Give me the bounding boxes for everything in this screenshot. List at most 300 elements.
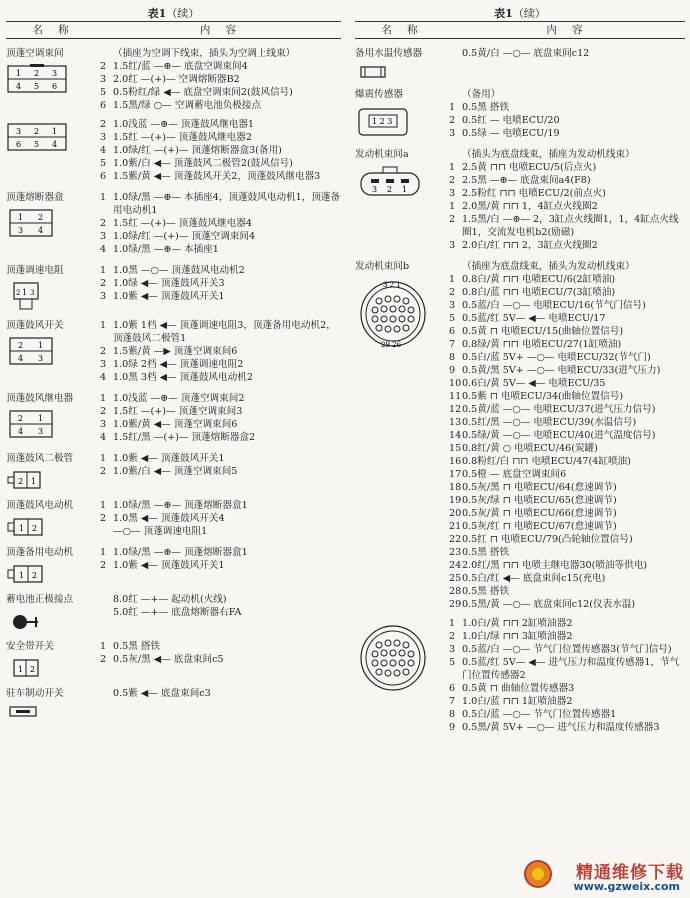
pin-line: [100, 525, 341, 538]
svg-text:3 2 1: 3 2 1: [383, 281, 401, 289]
connector-diagram-icon: [6, 336, 100, 366]
pin-description: 0.5黑 搭铁: [462, 586, 510, 597]
pin-line: [449, 585, 685, 598]
pin-description: 1.5红 —(+)— 顶蓬空调束间3: [113, 406, 243, 417]
pin-line: [449, 572, 685, 585]
pin-description: 0.8绿/黄 ⊓⊓ 电喷ECU/27(1缸喷油): [462, 339, 622, 350]
pin-description: 0.6白/黄 5V— ◀— 电喷ECU/35: [462, 378, 606, 389]
connector-diagram-icon: [6, 704, 100, 718]
pin-description: 0.5橙 — 底盘空调束间6: [462, 469, 567, 480]
pin-number: 1: [100, 500, 107, 511]
pin-description: 0.5黄/蓝 —○— 电喷ECU/37(进气压力信号): [462, 404, 656, 415]
pin-description: 1.0绿/红 —(+)— 顶蓬空调束间4: [113, 231, 256, 242]
pin-line: [449, 88, 685, 101]
pin-line: [449, 721, 685, 734]
pin-number: 1: [449, 162, 456, 173]
pin-number: 6: [449, 326, 456, 337]
table-row: [6, 640, 341, 679]
pin-number: 23: [449, 547, 462, 558]
svg-text:1: 1: [19, 571, 25, 580]
pin-description: 1.0白/蓝 ⊓⊓ 1缸喷油器2: [462, 696, 573, 707]
pin-line: [449, 481, 685, 494]
pin-number: 6: [100, 100, 107, 111]
pin-number: 1: [449, 274, 456, 285]
component-name-cell: [355, 148, 449, 252]
pin-line: [449, 239, 685, 252]
pin-description: 1.0绿/红 —(+)— 顶蓬熔断器盒3(备用): [113, 145, 282, 156]
connector-diagram-icon: [6, 208, 100, 238]
connector-diagram-icon: [355, 621, 449, 695]
pin-description: 0.5黄/白 —○— 底盘束间c12: [462, 48, 590, 59]
pin-line: [100, 60, 341, 73]
svg-text:1 2 3: 1 2 3: [372, 117, 393, 126]
pin-line: [449, 682, 685, 695]
table-header: [355, 21, 685, 39]
pin-list: [100, 687, 341, 718]
pin-line: [449, 416, 685, 429]
pin-line: [449, 161, 685, 174]
svg-text:3: 3: [372, 185, 378, 194]
connector-diagram-icon: [6, 281, 100, 311]
pin-number: 9: [449, 722, 456, 733]
pin-number: 5: [100, 87, 107, 98]
component-name-cell: [6, 392, 100, 444]
svg-text:1: 1: [22, 288, 28, 297]
component-name-cell: [6, 687, 100, 718]
pin-description: 1.5黑/白 —⊕— 2，3缸点火线圈1，1，4缸点火线圈1，交流发电机b2(励磁): [462, 214, 679, 238]
pin-number: [100, 687, 113, 700]
pin-description: 0.5灰/绿 ⊓ 电喷ECU/65(怠速调节): [462, 495, 617, 506]
pin-description: 1.5红/蓝 —⊕— 底盘空调束间4: [113, 61, 248, 72]
pin-number: 2: [449, 115, 456, 126]
pin-description: 1.0紫 ◀— 顶蓬鼓风开关1: [113, 560, 225, 571]
component-name: 爆震传感器: [355, 89, 403, 100]
header-content: 内 容: [199, 24, 243, 36]
pin-number: 1: [100, 320, 107, 331]
pin-description: 0.5红 ⊓ 电喷ECU/79(凸轮轴位置信号): [462, 534, 633, 545]
pin-description: 0.5黑/黄 5V+ —○— 进气压力和温度传感器3: [462, 722, 660, 733]
pin-description: 1.0浅蓝 —⊕— 顶蓬鼓风继电器1: [113, 119, 255, 130]
pin-line: [449, 695, 685, 708]
component-name: 顶蓬鼓风电动机: [6, 500, 74, 511]
pin-line: [100, 345, 341, 358]
pin-description: 1.5黑/绿 ○— 空调蓄电池负极接点: [113, 100, 262, 111]
svg-text:6: 6: [16, 140, 22, 149]
component-name-cell: [6, 499, 100, 538]
component-name: 顶蓬鼓风二极管: [6, 453, 74, 464]
pin-number: 2: [100, 61, 107, 72]
pin-number: 9: [449, 365, 456, 376]
left-table: [6, 6, 341, 718]
pin-number: 2: [100, 406, 107, 417]
component-name-cell: [355, 88, 449, 140]
table-row: [6, 499, 341, 538]
component-name: 发动机束间b: [355, 261, 410, 272]
component-name-cell: [6, 264, 100, 311]
pin-list: [100, 118, 341, 183]
pin-description: 1.0黑 —○— 顶蓬鼓风电动机2: [113, 265, 245, 276]
connector-diagram-icon: [6, 64, 100, 94]
table-caption: 表1（续）: [147, 7, 200, 20]
table-row: [6, 191, 341, 256]
pin-list: [100, 593, 341, 632]
connector-diagram-icon: [6, 469, 100, 491]
component-name: 顶蓬鼓风开关: [6, 320, 64, 331]
pin-line: [449, 546, 685, 559]
pin-line: [449, 617, 685, 630]
pin-number: 1: [100, 192, 107, 203]
pin-number: 2: [449, 214, 456, 225]
pin-line: [100, 86, 341, 99]
pin-number: [100, 593, 113, 606]
pin-description: 0.5灰/黑 ⊓ 电喷ECU/64(怠速调节): [462, 482, 617, 493]
pin-line: [449, 338, 685, 351]
pin-description: 0.5黑 搭铁: [462, 102, 510, 113]
pin-description: 1.0绿/黑 —⊕— 本插座4，顶蓬鼓风电动机1，顶蓬备用电动机1: [113, 192, 341, 216]
pin-line: [100, 73, 341, 86]
pin-line: [449, 559, 685, 572]
component-name-cell: [6, 191, 100, 256]
connector-diagram-icon: [6, 122, 100, 152]
pin-number: 5: [449, 313, 456, 324]
pin-number: [449, 88, 462, 101]
watermark: [524, 858, 684, 896]
pin-line: [449, 127, 685, 140]
pin-line: [100, 606, 341, 619]
header-name: 名 称: [381, 24, 424, 36]
pin-line: [449, 390, 685, 403]
svg-text:2: 2: [32, 571, 38, 580]
pin-list: [449, 260, 685, 611]
pin-number: 2: [100, 346, 107, 357]
pin-line: [100, 99, 341, 112]
pin-number: 3: [100, 132, 107, 143]
pin-description: （插座为底盘线束，插头为发动机线束）: [462, 261, 635, 272]
pin-line: [100, 418, 341, 431]
pin-description: 1.5红 —(+)— 顶蓬鼓风继电器2: [113, 132, 252, 143]
pin-number: 15: [449, 443, 462, 454]
table-row: [6, 546, 341, 585]
pin-line: [449, 213, 685, 239]
component-name-cell: [6, 452, 100, 491]
pin-list: [449, 88, 685, 140]
pin-line: [100, 358, 341, 371]
pin-list: [100, 191, 341, 256]
connector-diagram-icon: [6, 516, 100, 538]
pin-number: 19: [449, 495, 462, 506]
pin-line: [100, 157, 341, 170]
pin-number: 21: [449, 521, 462, 532]
table-row: [6, 392, 341, 444]
pin-number: 3: [100, 291, 107, 302]
component-name: 安全带开关: [6, 641, 54, 652]
pin-description: —○— 顶蓬调速电阻1: [113, 526, 208, 537]
svg-text:6: 6: [52, 82, 58, 91]
pin-number: 4: [100, 372, 107, 383]
pin-description: 0.5黑 搭铁: [462, 547, 510, 558]
pin-number: 18: [449, 482, 462, 493]
pin-description: 8.0红 —+— 起动机(火线): [113, 594, 227, 605]
connector-diagram-icon: [6, 563, 100, 585]
pin-description: 1.0白/绿 ⊓⊓ 3缸喷油器2: [462, 631, 573, 642]
pin-number: 3: [100, 359, 107, 370]
pin-line: [100, 144, 341, 157]
pin-number: 7: [449, 339, 456, 350]
pin-description: 0.5黄 ⊓ 曲轴位置传感器3: [462, 683, 575, 694]
connector-diagram-icon: [355, 277, 449, 351]
pin-description: 2.5粉红 ⊓⊓ 电喷ECU/2(前点火): [462, 188, 606, 199]
pin-line: [100, 217, 341, 230]
pin-line: [100, 499, 341, 512]
connector-diagram-icon: [6, 657, 100, 679]
component-name: 备用水温传感器: [355, 48, 423, 59]
pin-number: 1: [100, 547, 107, 558]
pin-number: 29: [449, 599, 462, 610]
pin-description: 2.0白/红 ⊓⊓ 2，3缸点火线圈2: [462, 240, 598, 251]
pin-description: 1.0绿/黑 —⊕— 本插座1: [113, 244, 219, 255]
pin-list: [100, 499, 341, 538]
pin-description: 2.5黑 —⊕— 底盘束间a4(F8): [462, 175, 591, 186]
table-row: [6, 118, 341, 183]
pin-number: 3: [100, 231, 107, 242]
connector-diagram-icon: [355, 64, 449, 80]
component-name-cell: [355, 260, 449, 611]
component-name: 顶蓬鼓风继电器: [6, 393, 74, 404]
pin-description: 0.8白/蓝 ⊓⊓ 电喷ECU/7(3缸喷油): [462, 287, 616, 298]
pin-number: 2: [100, 119, 107, 130]
table-body: [6, 47, 341, 718]
pin-description: 0.5蓝/红 5V— ◀— 进气压力和温度传感器1，节气门位置传感器2: [462, 657, 680, 681]
pin-line: [449, 708, 685, 721]
pin-number: 2: [449, 175, 456, 186]
pin-number: 2: [100, 278, 107, 289]
pin-number: 1: [449, 201, 456, 212]
component-name: 顶蓬调速电阻: [6, 265, 64, 276]
pin-number: 4: [100, 432, 107, 443]
table-row: [6, 319, 341, 384]
pin-line: [100, 687, 341, 700]
pin-description: 1.5紫/黄 ◀— 顶蓬鼓风开关2，顶蓬鼓风继电器3: [113, 171, 321, 182]
pin-description: 1.0紫 1档 ◀— 顶蓬调速电阻3，顶蓬备用电动机2，顶蓬鼓风二极管1: [113, 320, 336, 344]
svg-text:1: 1: [19, 524, 25, 533]
pin-line: [449, 187, 685, 200]
pin-number: 7: [449, 696, 456, 707]
pin-line: [449, 200, 685, 213]
connector-diagram-icon: [355, 105, 449, 139]
pin-number: 3: [100, 74, 107, 85]
pin-line: [449, 455, 685, 468]
pin-description: 2.0红 —(+)— 空调熔断器B2: [113, 74, 240, 85]
pin-line: [449, 299, 685, 312]
pin-number: 8: [449, 352, 456, 363]
table-row: [355, 47, 685, 80]
component-name: 蓄电池正极接点: [6, 594, 74, 605]
pin-description: （插座为空调下线束，插头为空调上线束）: [113, 48, 296, 59]
pin-description: 0.5白/蓝 —○— 节气门位置传感器1: [462, 709, 617, 720]
pin-description: 0.8红/黄 ○ 电喷ECU/46(炭罐): [462, 443, 598, 454]
pin-number: 5: [449, 657, 456, 668]
svg-text:1: 1: [16, 69, 22, 78]
pin-line: [449, 643, 685, 656]
pin-line: [449, 273, 685, 286]
pin-number: [449, 260, 462, 273]
pin-line: [100, 640, 341, 653]
pin-list: [100, 319, 341, 384]
component-name: 顶蓬备用电动机: [6, 547, 74, 558]
pin-description: （备用）: [462, 89, 501, 100]
pin-line: [100, 47, 341, 60]
component-name-cell: [6, 319, 100, 384]
svg-text:2: 2: [18, 341, 24, 350]
pin-number: 4: [100, 244, 107, 255]
table-caption: 表1（续）: [494, 7, 546, 20]
pin-description: 2.0黑/黄 ⊓⊓ 1，4缸点火线圈2: [462, 201, 598, 212]
pin-line: [449, 429, 685, 442]
pin-description: 1.0绿 2档 ◀— 顶蓬调速电阻2: [113, 359, 244, 370]
pin-number: 3: [449, 128, 456, 139]
svg-text:5: 5: [34, 140, 40, 149]
pin-line: [449, 442, 685, 455]
svg-text:2: 2: [30, 665, 36, 674]
svg-text:1: 1: [18, 213, 24, 222]
pin-description: 1.5红 —(+)— 顶蓬鼓风继电器4: [113, 218, 252, 229]
pin-description: 1.0紫/白 ◀— 顶蓬空调束间5: [113, 466, 238, 477]
pin-line: [449, 260, 685, 273]
pin-number: 2: [100, 654, 107, 665]
component-name: 顶蓬熔断器盒: [6, 192, 64, 203]
pin-number: 2: [449, 287, 456, 298]
pin-line: [449, 494, 685, 507]
pin-number: 1: [449, 102, 456, 113]
svg-text:29 26: 29 26: [381, 341, 402, 349]
pin-description: 0.5黑/黄 —○— 底盘束间c12(仪表水温): [462, 599, 636, 610]
pin-number: 24: [449, 560, 462, 571]
svg-text:3: 3: [52, 69, 58, 78]
table-row: [355, 148, 685, 252]
pin-number: 3: [449, 300, 456, 311]
pin-list: [100, 640, 341, 679]
watermark-title: 精通维修下载: [576, 863, 684, 883]
pin-description: 0.5灰/黄 ⊓ 电喷ECU/66(怠速调节): [462, 508, 617, 519]
pin-number: [100, 525, 113, 538]
component-name-cell: [6, 640, 100, 679]
svg-text:3: 3: [38, 427, 44, 436]
component-name-cell: [6, 47, 100, 112]
pin-number: 2: [100, 466, 107, 477]
pin-list: [449, 617, 685, 734]
pin-number: 1: [100, 453, 107, 464]
pin-line: [100, 277, 341, 290]
pin-line: [449, 377, 685, 390]
svg-text:2: 2: [387, 185, 393, 194]
pin-number: 20: [449, 508, 462, 519]
pin-description: 0.5蓝/白 —○— 电喷ECU/16(节气门信号): [462, 300, 646, 311]
table-header: [6, 21, 341, 39]
pin-line: [449, 598, 685, 611]
svg-text:4: 4: [18, 427, 24, 436]
pin-line: [449, 325, 685, 338]
pin-line: [449, 533, 685, 546]
pin-description: 2.0红/黑 ⊓⊓ 电喷主继电器30(喷油等供电): [462, 560, 648, 571]
pin-line: [449, 351, 685, 364]
pin-description: 1.0黑 ◀— 顶蓬鼓风开关4: [113, 513, 225, 524]
pin-number: 17: [449, 469, 462, 480]
pin-number: [449, 148, 462, 161]
svg-text:2: 2: [32, 524, 38, 533]
component-name-cell: [6, 546, 100, 585]
pin-number: 6: [100, 171, 107, 182]
svg-text:1: 1: [18, 665, 24, 674]
pin-number: 8: [449, 709, 456, 720]
pin-description: 0.5黄/黑 5V+ —○— 电喷ECU/33(进气压力): [462, 365, 661, 376]
pin-number: 2: [100, 513, 107, 524]
svg-text:2: 2: [16, 289, 21, 297]
pin-line: [100, 512, 341, 525]
pin-description: 0.5红 — 电喷ECU/20: [462, 115, 560, 126]
pin-number: 12: [449, 404, 462, 415]
pin-line: [100, 170, 341, 183]
pin-line: [100, 118, 341, 131]
svg-text:2: 2: [18, 414, 24, 423]
pin-line: [100, 191, 341, 217]
right-table: [355, 6, 685, 734]
pin-number: 2: [100, 560, 107, 571]
pin-number: 3: [449, 188, 456, 199]
pin-description: 0.5紫 ⊓ 电喷ECU/34(曲轴位置信号): [462, 391, 624, 402]
pin-number: [449, 47, 462, 60]
component-name: 驻车制动开关: [6, 688, 64, 699]
pin-list: [100, 264, 341, 311]
table-row: [355, 260, 685, 611]
pin-description: 5.0红 —+— 底盘熔断器右FA: [113, 607, 242, 618]
svg-text:3: 3: [16, 127, 22, 136]
table-row: [6, 47, 341, 112]
pin-line: [100, 546, 341, 559]
pin-line: [100, 593, 341, 606]
table-row: [355, 88, 685, 140]
pin-description: 1.5紫/黄 —▶ 顶蓬空调束间6: [113, 346, 238, 357]
table-row: [6, 593, 341, 632]
pin-number: [100, 47, 113, 60]
pin-number: 3: [100, 419, 107, 430]
pin-line: [100, 131, 341, 144]
pin-number: 3: [449, 240, 456, 251]
pin-description: 2.5黄 ⊓⊓ 电喷ECU/5(后点火): [462, 162, 597, 173]
pin-description: 0.5黄 ⊓ 电喷ECU/15(曲轴位置信号): [462, 326, 624, 337]
svg-text:1: 1: [31, 477, 37, 486]
pin-line: [449, 312, 685, 325]
svg-text:4: 4: [52, 140, 58, 149]
pin-description: 1.0绿/黑 —⊕— 顶蓬熔断器盒1: [113, 547, 248, 558]
pin-line: [449, 114, 685, 127]
pin-line: [100, 243, 341, 256]
svg-text:1: 1: [52, 127, 58, 136]
pin-line: [449, 507, 685, 520]
pin-description: （插头为底盘线束，插座为发动机线束）: [462, 149, 635, 160]
pin-description: 0.5黑 搭铁: [113, 641, 161, 652]
pin-description: 0.5蓝/白 —○— 节气门位置传感器3(节气门信号): [462, 644, 672, 655]
connector-diagram-icon: [6, 409, 100, 439]
pin-description: 0.5绿/黄 —○— 电喷ECU/40(进气温度信号): [462, 430, 656, 441]
pin-line: [100, 405, 341, 418]
pin-number: 16: [449, 456, 462, 467]
watermark-logo-icon: [524, 860, 552, 888]
pin-number: 25: [449, 573, 462, 584]
pin-list: [100, 452, 341, 491]
pin-number: 4: [100, 145, 107, 156]
svg-text:2: 2: [34, 127, 40, 136]
pin-line: [100, 392, 341, 405]
